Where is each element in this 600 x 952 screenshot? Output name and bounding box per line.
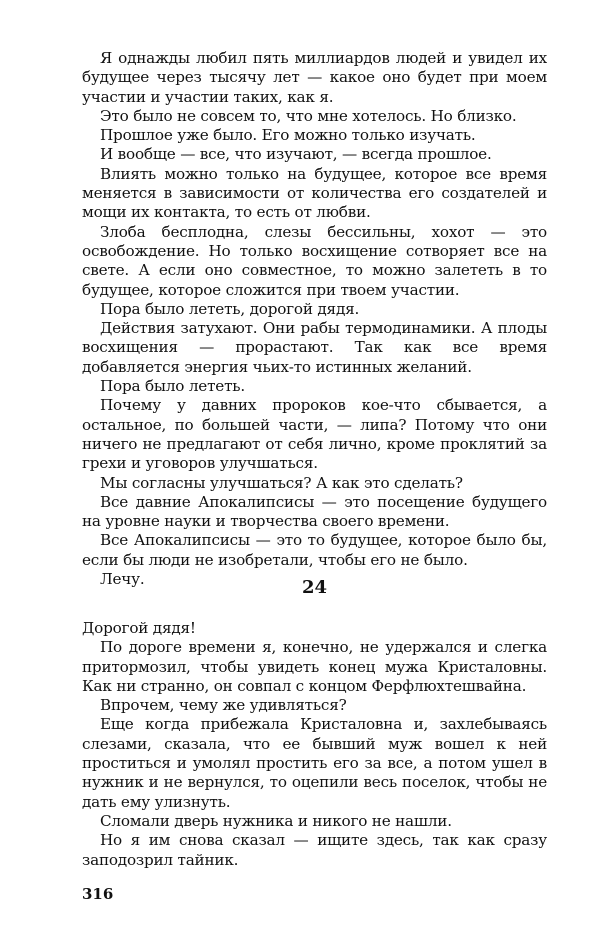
paragraph: По дороге времени я, конечно, не удержался и слегка притормозил, чтобы увидеть конец мужа Кристаловны. Как ни странно, он совпал с концом Ферфлюхтешвайна. [82,638,547,695]
paragraph: Но я им снова сказал — ищите здесь, так как сразу заподозрил тайник. [82,831,547,869]
paragraph: Я однажды любил пять миллиардов людей и увидел их будущее через тысячу лет — какое оно будет при моем участии и участии таких, как я. [82,49,547,106]
salutation: Дорогой дядя! [82,619,196,637]
paragraph: Лечу. [100,570,145,589]
page-number: 316 [82,885,114,903]
paragraph: Пора было лететь. [100,377,245,396]
paragraph: Прошлое уже было. Его можно только изучать. [100,126,476,145]
paragraph: Сломали дверь нужника и никого не нашли. [100,811,452,830]
paragraph: Злоба бесплодна, слезы бессильны, хохот — это освобождение. Но только восхищение сотворяет все на свете. А если оно совместное, то можно залететь в то будущее, которое сложится при твоем участии. [82,222,547,299]
paragraph: Все Апокалипсисы — это то будущее, которое было бы, если бы люди не изобретали, чтобы его не было. [82,531,547,569]
text-block-bottom [82,619,547,870]
paragraph: И вообще — все, что изучают, — всегда прошлое. [100,145,492,164]
text-block-top [82,49,547,589]
paragraph: Действия затухают. Они рабы термодинамики. А плоды восхищения — прорастают. Так как все время добавляется энергия чьих-то истинных желаний. [82,319,547,376]
paragraph: Почему у давних пророков кое-что сбывается, а остальное, по большей части, — липа? Потому что они ничего не предлагают от себя лично, кроме проклятий за грехи и уговоров улучшаться. [82,396,547,473]
paragraph: Все давние Апокалипсисы — это посещение будущего на уровне науки и творчества своего времени. [82,492,547,531]
chapter-number: 24 [301,577,328,598]
paragraph: Пора было лететь, дорогой дядя. [100,299,360,318]
paragraph: Влиять можно только на будущее, которое все время меняется в зависимости от количества его создателей и мощи их контакта, то есть от любви. [82,164,547,222]
paragraph: Еще когда прибежала Кристаловна и, захлебываясь слезами, сказала, что ее бывший муж вошел к ней проститься и умолял простить его за все, а потом ушел в нужник и не вернулся, то оцепили весь поселок, чтобы не дать ему улизнуть. [82,715,547,811]
paragraph: Впрочем, чему же удивляться? [100,696,347,715]
paragraph: Мы согласны улучшаться? А как это сделать? [100,473,463,492]
paragraph: Это было не совсем то, что мне хотелось. Но близко. [100,106,517,125]
